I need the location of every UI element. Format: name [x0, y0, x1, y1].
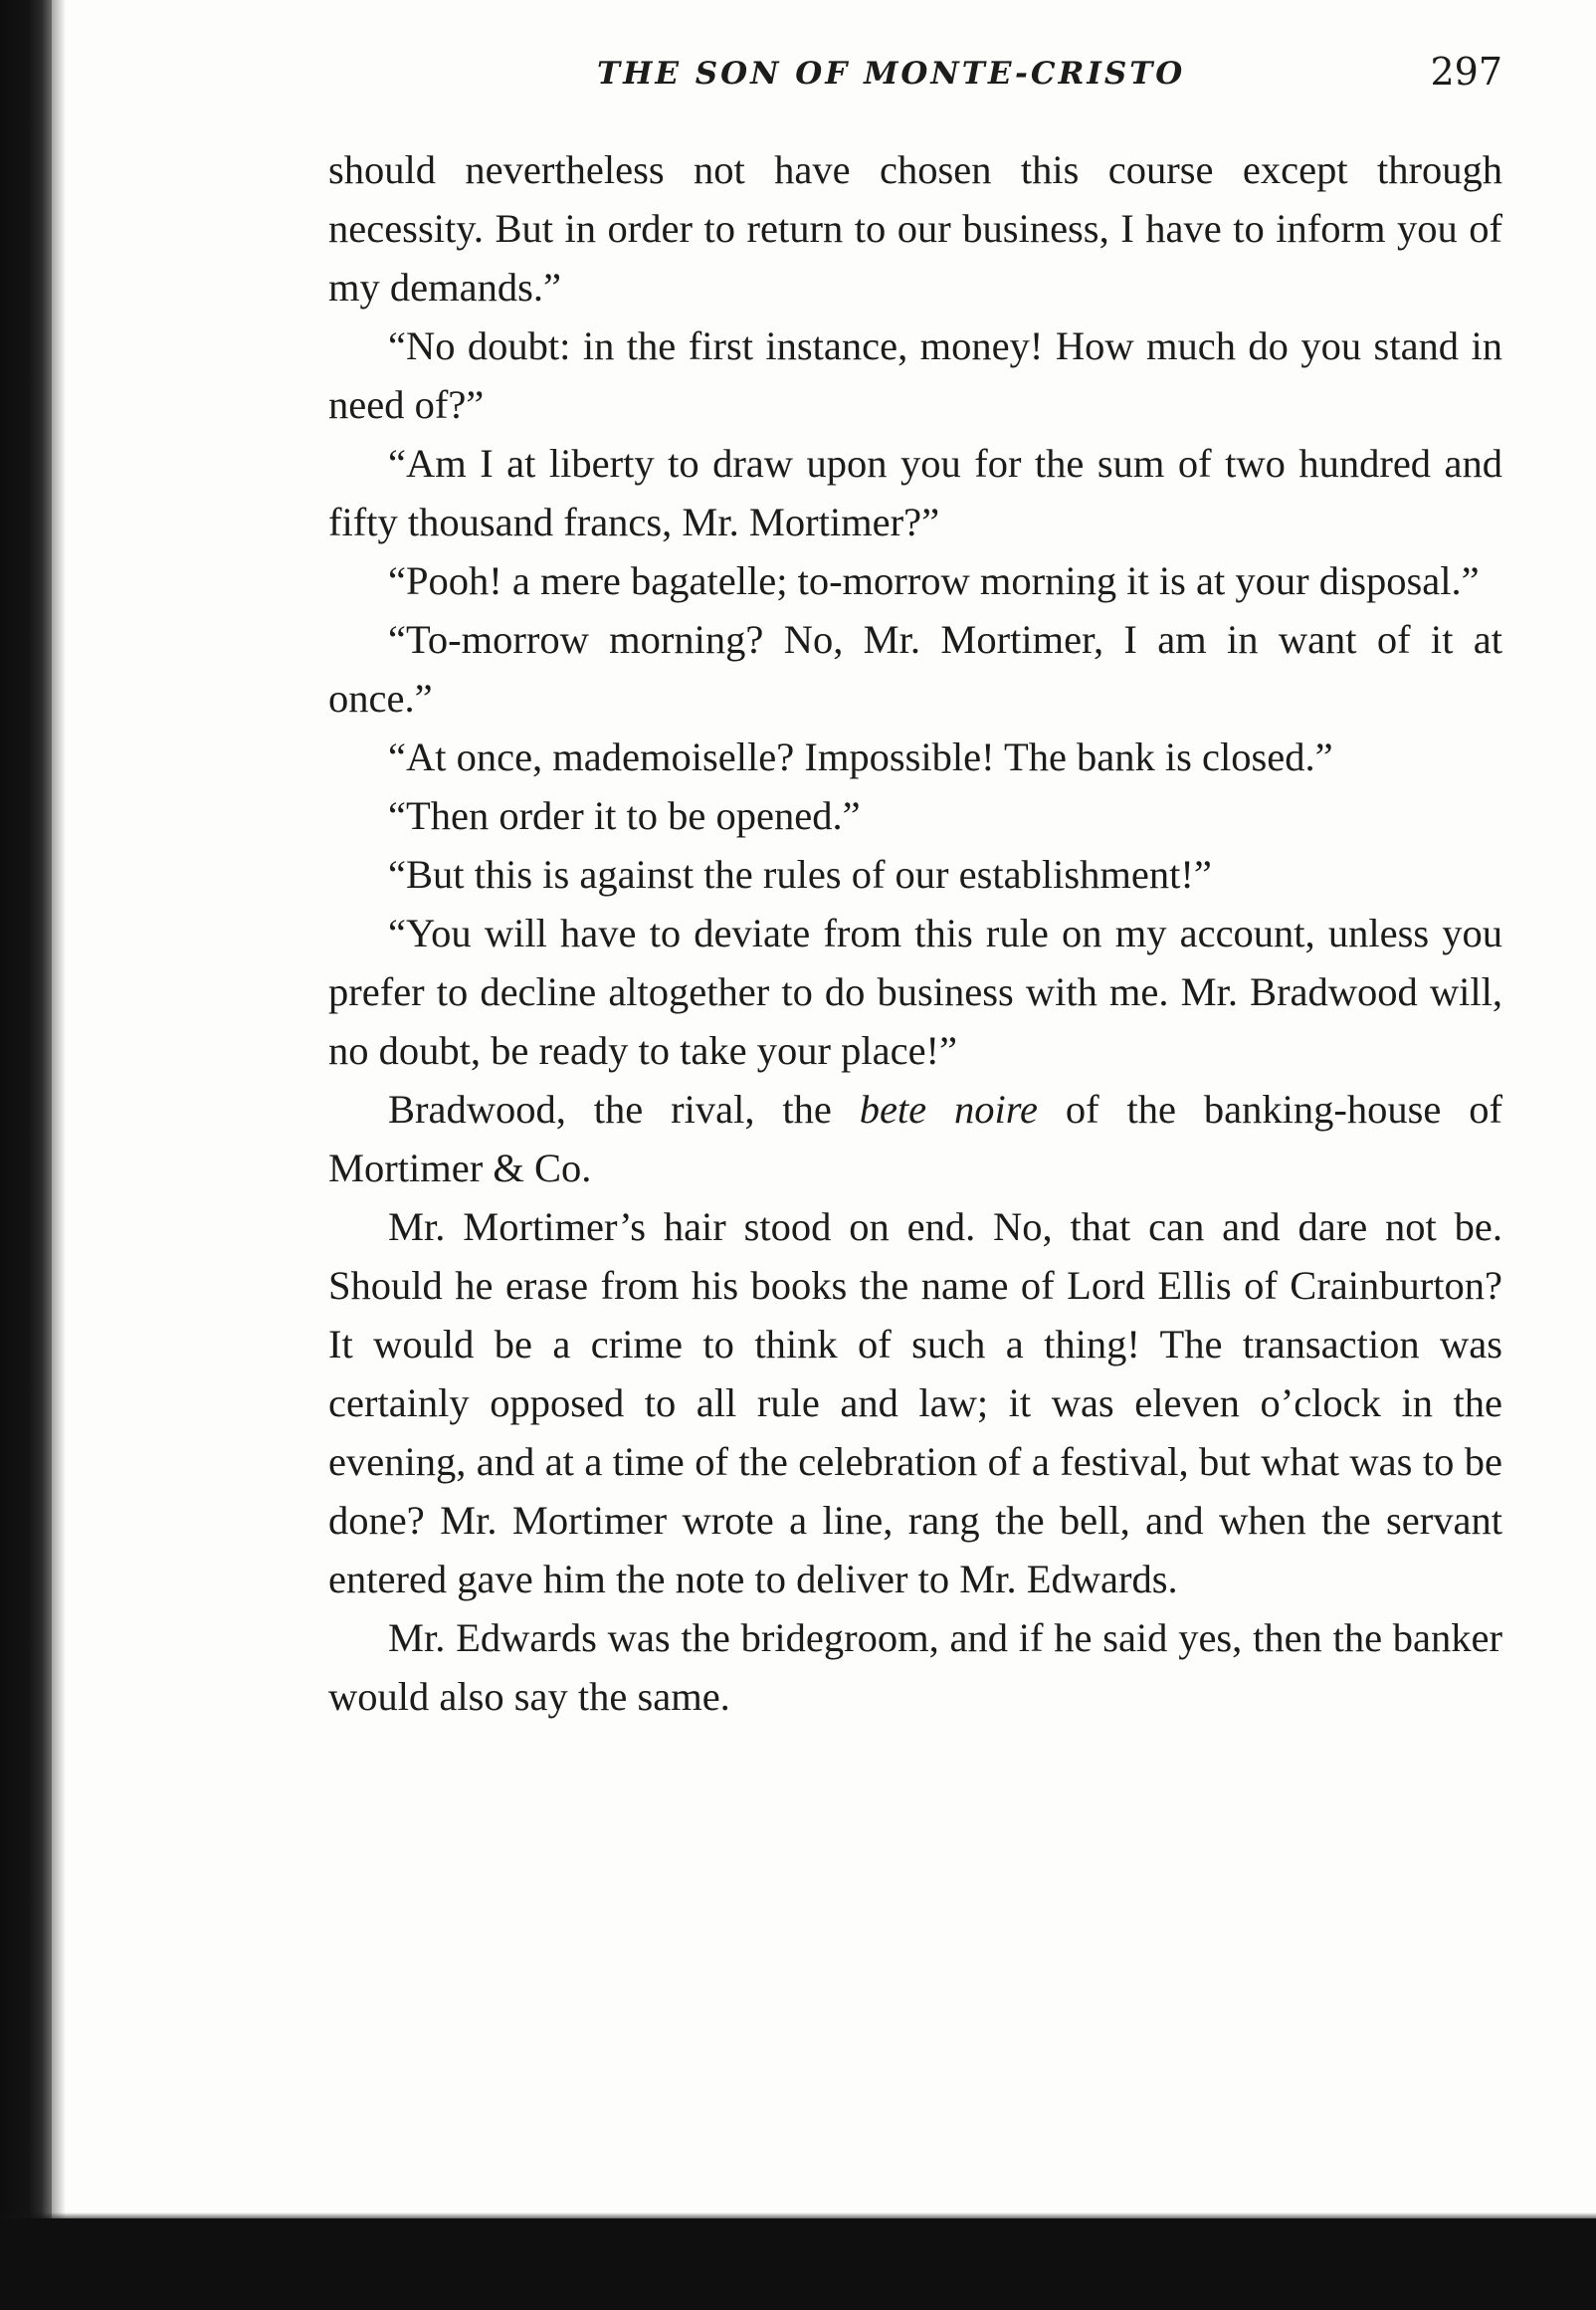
paragraph: “You will have to deviate from this rule on my account, unless you prefer to decline altogether to do business with me. Mr. Bradwood will, no doubt, be ready to take your place!” [328, 911, 1502, 1073]
paragraph: “But this is against the rules of our establishment!” [388, 852, 1212, 897]
paragraph: “Am I at liberty to draw upon you for the sum of two hundred and fifty thousand francs, Mr. Mortimer?” [328, 441, 1502, 544]
running-header [328, 50, 1502, 109]
paragraph-text: of the banking-house of Mortimer & Co. [328, 1087, 1502, 1190]
body-text [328, 140, 1502, 1726]
paragraph: “No doubt: in the first instance, money! How much do you stand in need of?” [328, 323, 1502, 427]
paragraph: “Then order it to be opened.” [388, 793, 861, 838]
running-title: THE SON OF MONTE-CRISTO [597, 56, 1186, 92]
paragraph: “To-morrow morning? No, Mr. Mortimer, I am in want of it at once.” [328, 617, 1502, 721]
italic-term: bete noire [859, 1087, 1039, 1132]
paragraph: “Pooh! a mere bagatelle; to-morrow morning it is at your disposal.” [388, 558, 1480, 603]
paragraph: Mr. Mortimer’s hair stood on end. No, that can and dare not be. Should he erase from his books the name of Lord Ellis of Crainburton? It would be a crime to think of such a thing! The transaction was certainly opposed to all rule and law; it was eleven o’clock in the evening, and at a time of the celebration of a festival, but what was to be done? Mr. Mortimer wrote a line, rang the bell, and when the servant entered gave him the note to deliver to Mr. Edwards. [328, 1204, 1502, 1601]
paragraph: should nevertheless not have chosen this course except through necessity. But in order to return to our business, I have to inform you of my demands.” [328, 147, 1502, 310]
page-number: 297 [1430, 50, 1502, 94]
binding-edge [0, 0, 52, 2310]
scan-shadow-band [0, 2218, 1596, 2310]
paragraph-text: Bradwood, the rival, the [388, 1087, 860, 1132]
paragraph: Mr. Edwards was the bridegroom, and if he said yes, then the banker would also say the same. [328, 1615, 1502, 1719]
paragraph [328, 1080, 1502, 1197]
paragraph: “At once, mademoiselle? Impossible! The bank is closed.” [388, 735, 1333, 779]
